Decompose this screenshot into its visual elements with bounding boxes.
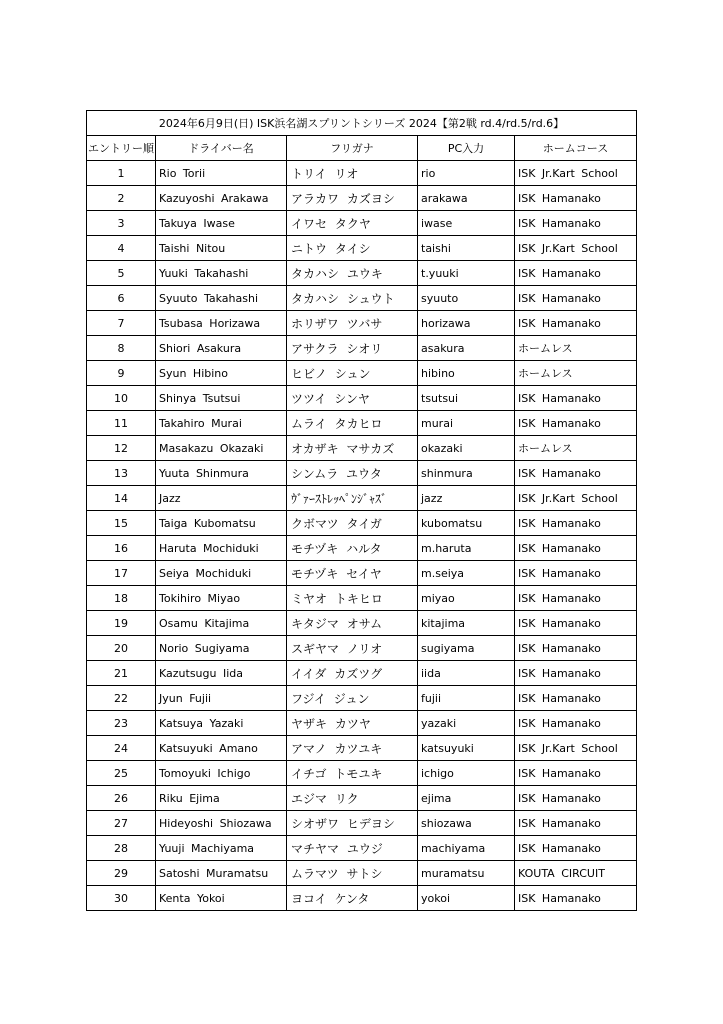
entry-number-cell: 23 xyxy=(87,711,156,736)
furigana-cell: マチヤマ ユウジ xyxy=(287,836,418,861)
table-row xyxy=(87,611,637,636)
furigana-cell: イチゴ トモユキ xyxy=(287,761,418,786)
table-row xyxy=(87,536,637,561)
driver-name-cell: Riku Ejima xyxy=(156,786,287,811)
entry-number-cell: 19 xyxy=(87,611,156,636)
pc-input-cell: tsutsui xyxy=(418,386,515,411)
furigana-cell: シオザワ ヒデヨシ xyxy=(287,811,418,836)
furigana-cell: イワセ タクヤ xyxy=(287,211,418,236)
furigana-cell: ムライ タカヒロ xyxy=(287,411,418,436)
header-driver-name: ドライバー名 xyxy=(156,136,287,161)
entry-number-cell: 13 xyxy=(87,461,156,486)
pc-input-cell: m.seiya xyxy=(418,561,515,586)
pc-input-cell: iwase xyxy=(418,211,515,236)
driver-name-cell: Haruta Mochiduki xyxy=(156,536,287,561)
furigana-cell: エジマ リク xyxy=(287,786,418,811)
home-course-cell: ISK Hamanako xyxy=(515,211,637,236)
furigana-cell: アマノ カツユキ xyxy=(287,736,418,761)
entry-list-table xyxy=(86,110,637,911)
table-row xyxy=(87,836,637,861)
furigana-cell: キタジマ オサム xyxy=(287,611,418,636)
home-course-cell: ISK Jr.Kart School xyxy=(515,161,637,186)
furigana-cell: ムラマツ サトシ xyxy=(287,861,418,886)
home-course-cell: ISK Hamanako xyxy=(515,511,637,536)
table-row xyxy=(87,711,637,736)
driver-name-cell: Tokihiro Miyao xyxy=(156,586,287,611)
driver-name-cell: Kenta Yokoi xyxy=(156,886,287,911)
entry-number-cell: 2 xyxy=(87,186,156,211)
home-course-cell: ISK Hamanako xyxy=(515,186,637,211)
driver-name-cell: Yuuji Machiyama xyxy=(156,836,287,861)
home-course-cell: KOUTA CIRCUIT xyxy=(515,861,637,886)
home-course-cell: ISK Hamanako xyxy=(515,611,637,636)
entry-number-cell: 1 xyxy=(87,161,156,186)
home-course-cell: ISK Hamanako xyxy=(515,561,637,586)
driver-name-cell: Takahiro Murai xyxy=(156,411,287,436)
home-course-cell: ISK Hamanako xyxy=(515,261,637,286)
header-home-course: ホームコース xyxy=(515,136,637,161)
entry-number-cell: 16 xyxy=(87,536,156,561)
driver-name-cell: Jyun Fujii xyxy=(156,686,287,711)
driver-name-cell: Shiori Asakura xyxy=(156,336,287,361)
furigana-cell: モチヅキ ハルタ xyxy=(287,536,418,561)
driver-name-cell: Osamu Kitajima xyxy=(156,611,287,636)
page-title: 2024年6月9日(日) ISK浜名湖スプリントシリーズ 2024【第2戦 rd.4/rd.5/rd.6】 xyxy=(87,111,637,136)
pc-input-cell: okazaki xyxy=(418,436,515,461)
furigana-cell: ホリザワ ツバサ xyxy=(287,311,418,336)
furigana-cell: ニトウ タイシ xyxy=(287,236,418,261)
entry-number-cell: 30 xyxy=(87,886,156,911)
pc-input-cell: fujii xyxy=(418,686,515,711)
driver-name-cell: Tomoyuki Ichigo xyxy=(156,761,287,786)
furigana-cell: ミヤオ トキヒロ xyxy=(287,586,418,611)
table-row xyxy=(87,386,637,411)
table-row xyxy=(87,236,637,261)
table-row xyxy=(87,886,637,911)
home-course-cell: ホームレス xyxy=(515,336,637,361)
table-row xyxy=(87,661,637,686)
entry-number-cell: 3 xyxy=(87,211,156,236)
table-row xyxy=(87,486,637,511)
entry-number-cell: 12 xyxy=(87,436,156,461)
home-course-cell: ISK Hamanako xyxy=(515,661,637,686)
furigana-cell: シンムラ ユウタ xyxy=(287,461,418,486)
home-course-cell: ISK Hamanako xyxy=(515,811,637,836)
entry-number-cell: 21 xyxy=(87,661,156,686)
home-course-cell: ISK Jr.Kart School xyxy=(515,486,637,511)
pc-input-cell: katsuyuki xyxy=(418,736,515,761)
entry-number-cell: 7 xyxy=(87,311,156,336)
pc-input-cell: yazaki xyxy=(418,711,515,736)
home-course-cell: ISK Hamanako xyxy=(515,536,637,561)
home-course-cell: ISK Hamanako xyxy=(515,886,637,911)
pc-input-cell: m.haruta xyxy=(418,536,515,561)
driver-name-cell: Shinya Tsutsui xyxy=(156,386,287,411)
entry-number-cell: 17 xyxy=(87,561,156,586)
table-row xyxy=(87,511,637,536)
entry-number-cell: 5 xyxy=(87,261,156,286)
header-entry-order: エントリー順 xyxy=(87,136,156,161)
home-course-cell: ISK Hamanako xyxy=(515,586,637,611)
driver-name-cell: Taiga Kubomatsu xyxy=(156,511,287,536)
furigana-cell: トリイ リオ xyxy=(287,161,418,186)
furigana-cell: ヤザキ カツヤ xyxy=(287,711,418,736)
pc-input-cell: shinmura xyxy=(418,461,515,486)
driver-name-cell: Tsubasa Horizawa xyxy=(156,311,287,336)
home-course-cell: ISK Jr.Kart School xyxy=(515,236,637,261)
pc-input-cell: syuuto xyxy=(418,286,515,311)
entry-number-cell: 29 xyxy=(87,861,156,886)
table-row xyxy=(87,761,637,786)
header-furigana: フリガナ xyxy=(287,136,418,161)
home-course-cell: ISK Hamanako xyxy=(515,786,637,811)
table-row xyxy=(87,411,637,436)
header-row xyxy=(87,136,637,161)
home-course-cell: ISK Hamanako xyxy=(515,386,637,411)
table-row xyxy=(87,311,637,336)
pc-input-cell: kubomatsu xyxy=(418,511,515,536)
driver-name-cell: Katsuyuki Amano xyxy=(156,736,287,761)
furigana-cell: イイダ カズツグ xyxy=(287,661,418,686)
pc-input-cell: horizawa xyxy=(418,311,515,336)
title-row xyxy=(87,111,637,136)
table-row xyxy=(87,586,637,611)
furigana-cell: アサクラ シオリ xyxy=(287,336,418,361)
pc-input-cell: arakawa xyxy=(418,186,515,211)
pc-input-cell: iida xyxy=(418,661,515,686)
pc-input-cell: machiyama xyxy=(418,836,515,861)
driver-name-cell: Masakazu Okazaki xyxy=(156,436,287,461)
driver-name-cell: Norio Sugiyama xyxy=(156,636,287,661)
table-row xyxy=(87,811,637,836)
entry-number-cell: 8 xyxy=(87,336,156,361)
table-row xyxy=(87,636,637,661)
entry-number-cell: 24 xyxy=(87,736,156,761)
pc-input-cell: jazz xyxy=(418,486,515,511)
table-row xyxy=(87,461,637,486)
driver-name-cell: Rio Torii xyxy=(156,161,287,186)
table-row xyxy=(87,286,637,311)
table-row xyxy=(87,211,637,236)
furigana-cell: ヒビノ シュン xyxy=(287,361,418,386)
entry-number-cell: 14 xyxy=(87,486,156,511)
driver-name-cell: Kazutsugu Iida xyxy=(156,661,287,686)
pc-input-cell: miyao xyxy=(418,586,515,611)
furigana-cell: タカハシ ユウキ xyxy=(287,261,418,286)
pc-input-cell: taishi xyxy=(418,236,515,261)
pc-input-cell: kitajima xyxy=(418,611,515,636)
pc-input-cell: rio xyxy=(418,161,515,186)
table-row xyxy=(87,261,637,286)
home-course-cell: ISK Hamanako xyxy=(515,761,637,786)
entry-number-cell: 22 xyxy=(87,686,156,711)
furigana-cell: モチヅキ セイヤ xyxy=(287,561,418,586)
driver-name-cell: Yuuta Shinmura xyxy=(156,461,287,486)
table-row xyxy=(87,361,637,386)
pc-input-cell: ichigo xyxy=(418,761,515,786)
pc-input-cell: hibino xyxy=(418,361,515,386)
pc-input-cell: asakura xyxy=(418,336,515,361)
home-course-cell: ISK Hamanako xyxy=(515,311,637,336)
table-row xyxy=(87,786,637,811)
furigana-cell: フジイ ジュン xyxy=(287,686,418,711)
home-course-cell: ISK Hamanako xyxy=(515,711,637,736)
entry-number-cell: 28 xyxy=(87,836,156,861)
table-row xyxy=(87,161,637,186)
home-course-cell: ISK Hamanako xyxy=(515,686,637,711)
furigana-cell: ツツイ シンヤ xyxy=(287,386,418,411)
entry-number-cell: 4 xyxy=(87,236,156,261)
table-row xyxy=(87,436,637,461)
table-row xyxy=(87,336,637,361)
home-course-cell: ISK Hamanako xyxy=(515,411,637,436)
home-course-cell: ホームレス xyxy=(515,361,637,386)
home-course-cell: ISK Hamanako xyxy=(515,461,637,486)
pc-input-cell: yokoi xyxy=(418,886,515,911)
table-row xyxy=(87,861,637,886)
pc-input-cell: muramatsu xyxy=(418,861,515,886)
pc-input-cell: t.yuuki xyxy=(418,261,515,286)
furigana-cell: スギヤマ ノリオ xyxy=(287,636,418,661)
driver-name-cell: Takuya Iwase xyxy=(156,211,287,236)
home-course-cell: ISK Hamanako xyxy=(515,636,637,661)
driver-name-cell: Kazuyoshi Arakawa xyxy=(156,186,287,211)
pc-input-cell: ejima xyxy=(418,786,515,811)
driver-name-cell: Satoshi Muramatsu xyxy=(156,861,287,886)
home-course-cell: ISK Hamanako xyxy=(515,286,637,311)
table-row xyxy=(87,561,637,586)
entry-number-cell: 20 xyxy=(87,636,156,661)
driver-name-cell: Hideyoshi Shiozawa xyxy=(156,811,287,836)
driver-name-cell: Katsuya Yazaki xyxy=(156,711,287,736)
entry-number-cell: 26 xyxy=(87,786,156,811)
driver-name-cell: Seiya Mochiduki xyxy=(156,561,287,586)
entry-number-cell: 6 xyxy=(87,286,156,311)
pc-input-cell: shiozawa xyxy=(418,811,515,836)
table-row xyxy=(87,736,637,761)
furigana-cell: アラカワ カズヨシ xyxy=(287,186,418,211)
entry-number-cell: 15 xyxy=(87,511,156,536)
furigana-cell: オカザキ マサカズ xyxy=(287,436,418,461)
home-course-cell: ISK Jr.Kart School xyxy=(515,736,637,761)
driver-name-cell: Jazz xyxy=(156,486,287,511)
driver-name-cell: Syuuto Takahashi xyxy=(156,286,287,311)
entry-number-cell: 25 xyxy=(87,761,156,786)
pc-input-cell: sugiyama xyxy=(418,636,515,661)
home-course-cell: ISK Hamanako xyxy=(515,836,637,861)
driver-name-cell: Syun Hibino xyxy=(156,361,287,386)
furigana-cell: クボマツ タイガ xyxy=(287,511,418,536)
entry-number-cell: 27 xyxy=(87,811,156,836)
table-row xyxy=(87,686,637,711)
entry-number-cell: 10 xyxy=(87,386,156,411)
table-row xyxy=(87,186,637,211)
header-pc-input: PC入力 xyxy=(418,136,515,161)
pc-input-cell: murai xyxy=(418,411,515,436)
driver-name-cell: Taishi Nitou xyxy=(156,236,287,261)
entry-number-cell: 9 xyxy=(87,361,156,386)
home-course-cell: ホームレス xyxy=(515,436,637,461)
furigana-cell: ｳﾞｧｰｽﾄﾚｯﾍﾟﾝｼﾞｬｽﾞ xyxy=(287,486,418,511)
entry-number-cell: 11 xyxy=(87,411,156,436)
driver-name-cell: Yuuki Takahashi xyxy=(156,261,287,286)
entry-number-cell: 18 xyxy=(87,586,156,611)
furigana-cell: ヨコイ ケンタ xyxy=(287,886,418,911)
furigana-cell: タカハシ シュウト xyxy=(287,286,418,311)
